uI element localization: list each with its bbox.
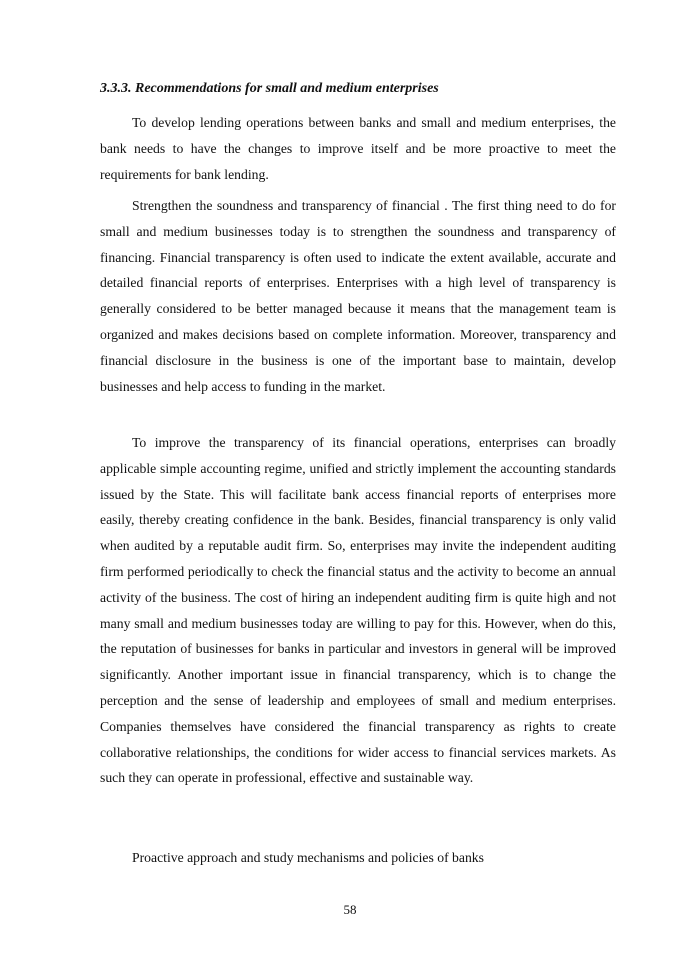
paragraph-intro: To develop lending operations between banks and small and medium enterprises, the bank needs to have the changes to improve itself and be more proactive to meet the requirements for bank lending. [100,115,616,182]
page-number: 58 [343,902,357,917]
paragraph-improve-transparency: To improve the transparency of its financial operations, enterprises can broadly applicable simple accounting regime, unified and strictly implement the accounting standards issued by the State. This will facilitate bank access financial reports of enterprises more easily, thereby creating confidence in the bank. Besides, financial transparency is only valid when audited by a reputable audit firm. So, enterprises may invite the independent auditing firm performed periodically to check the financial status and the activity to become an annual activity of the business. The cost of hiring an independent auditing firm is quite high and not many small and medium businesses today are willing to pay for this. However, when do this, the reputation of businesses for banks in particular and investors in general will be improved significantly. Another important issue in financial transparency, which is to change the perception and the sense of leadership and employees of small and medium enterprises. Companies themselves have considered the financial transparency as rights to create collaborative relationships, the conditions for wider access to financial services markets. As such they can operate in professional, effective and sustainable way. [100,435,616,786]
paragraph-soundness-transparency: Strengthen the soundness and transparency of financial . The first thing need to do for small and medium businesses today is to strengthen the soundness and transparency of financing. Financial transparency is often used to indicate the extent available, accurate and detailed financial reports of enterprises. Enterprises with a high level of transparency is generally considered to be better managed because it means that the management team is organized and makes decisions based on complete information. Moreover, transparency and financial disclosure in the business is one of the important base to maintain, develop businesses and help access to funding in the market. [100,198,616,394]
paragraph-proactive-approach: Proactive approach and study mechanisms and policies of banks [132,850,484,865]
section-heading: 3.3.3. Recommendations for small and medium enterprises [100,81,439,96]
